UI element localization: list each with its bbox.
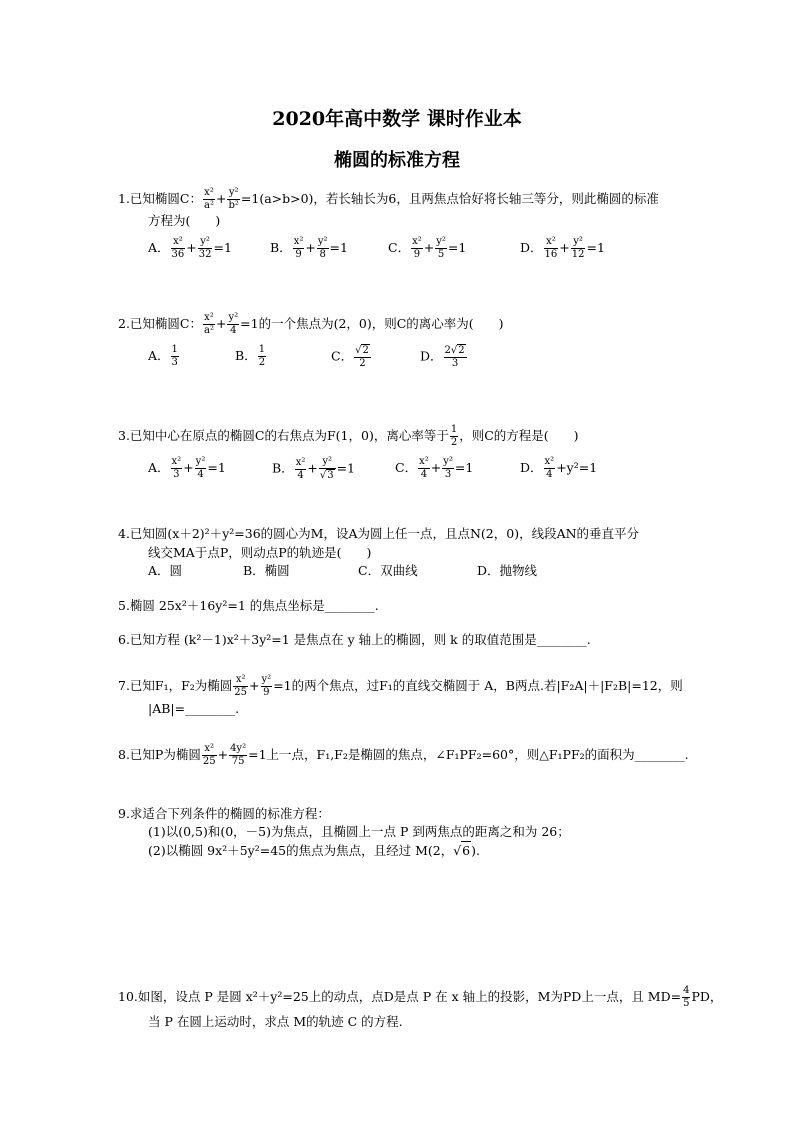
page-subtitle: 椭圆的标准方程 [334, 150, 460, 171]
q4-option-a: A．圆 [148, 563, 183, 578]
question-3: 3.已知中心在原点的椭圆C的右焦点为F(1，0)，离心率等于 $\frac{1}{2}$ ，则C的方程是( ) [118, 424, 579, 448]
q3-option-d: D． $\frac{\text{x²}}{4}$ +y²=1 [520, 456, 598, 480]
question-9: 9.求适合下列条件的椭圆的标准方程： [118, 806, 330, 821]
question-8: 8.已知P为椭圆 $\frac{\text{x²}}{25}$ + $\frac{\text{4y²}}{75}$ =1上一点，F₁,F₂是椭圆的焦点，∠F₁PF₂=60°，则△F₁PF₂的面积为________. [118, 743, 689, 767]
q2-option-a: A． $\frac{1}{3}$ [148, 344, 178, 368]
q1-option-b: B． $\frac{\text{x²}}{9}$ + $\frac{\text{y²}}{8}$ =1 [270, 236, 348, 260]
question-4: 4.已知圆(x＋2)²＋y²=36的圆心为M，设A为圆上任一点，且点N(2，0)，线段AN的垂直平分 [118, 526, 640, 541]
question-1: 1.已知椭圆C： $\frac{\text{x²}}{\text{a²}}$ + $\frac{\text{y²}}{\text{b²}}$ =1(a>b>0)，若长轴长为6，且两焦点恰好将长轴三等分，则此椭圆的标准 [118, 187, 659, 211]
q3-option-b: B． $\frac{\text{x²}}{4}$ + $\frac{\text{y²}}{√3}$ =1 [272, 456, 356, 481]
question-4-line2: 线交MA于点P，则动点P的轨迹是( ) [148, 545, 372, 560]
q4-option-b: B．椭圆 [243, 563, 290, 578]
question-5: 5.椭圆 25x²＋16y²=1 的焦点坐标是________. [118, 598, 379, 613]
q4-option-d: D．抛物线 [477, 563, 538, 578]
question-6: 6.已知方程 (k²－1)x²＋3y²=1 是焦点在 y 轴上的椭圆，则 k 的取值范围是________. [118, 632, 591, 647]
page-title: 2020年高中数学 课时作业本 [272, 108, 522, 130]
q1-option-c: C． $\frac{\text{x²}}{9}$ + $\frac{\text{y²}}{5}$ =1 [388, 236, 467, 260]
q1-option-a: A． $\frac{\text{x²}}{36}$ + $\frac{\text{y²}}{32}$ =1 [148, 236, 232, 260]
question-10: 10.如图，设点 P 是圆 x²＋y²=25上的动点，点D是点 P 在 x 轴上的投影，M为PD上一点，且 MD= $\frac{4}{5}$ PD， [118, 985, 723, 1009]
question-9-part2: (2)以椭圆 9x²＋5y²=45的焦点为焦点，且经过 M(2，√6). [148, 843, 480, 858]
q2-option-d: D． $\frac{2√2}{3}$ [420, 345, 465, 369]
question-1-line2: 方程为( ) [148, 213, 221, 228]
question-7-line2: |AB|=________. [148, 701, 240, 716]
q1-option-d: D． $\frac{\text{x²}}{16}$ + $\frac{\text{y²}}{12}$ =1 [520, 236, 605, 260]
q2-option-c: C． $\frac{√2}{2}$ [331, 345, 369, 369]
q3-option-a: A． $\frac{\text{x²}}{3}$ + $\frac{\text{y²}}{4}$ =1 [148, 456, 226, 480]
q3-option-c: C． $\frac{\text{x²}}{4}$ + $\frac{\text{y²}}{3}$ =1 [395, 456, 474, 480]
question-9-part1: (1)以(0,5)和(0，－5)为焦点，且椭圆上一点 P 到两焦点的距离之和为 26； [148, 824, 570, 839]
q2-option-b: B． $\frac{1}{2}$ [235, 344, 266, 368]
q4-option-c: C．双曲线 [358, 563, 418, 578]
question-7: 7.已知F₁，F₂为椭圆 $\frac{\text{x²}}{25}$ + $\frac{\text{y²}}{9}$ =1的两个焦点，过F₁的直线交椭圆于 A，B两点.若|F₂A|＋|F₂B|=12，则 [118, 674, 683, 698]
question-2: 2.已知椭圆C： $\frac{\text{x²}}{\text{a²}}$ + $\frac{\text{y²}}{4}$ =1的一个焦点为(2，0)，则C的离心率为( ) [118, 312, 504, 336]
question-10-line2: 当 P 在圆上运动时，求点 M的轨迹 C 的方程. [148, 1014, 403, 1029]
